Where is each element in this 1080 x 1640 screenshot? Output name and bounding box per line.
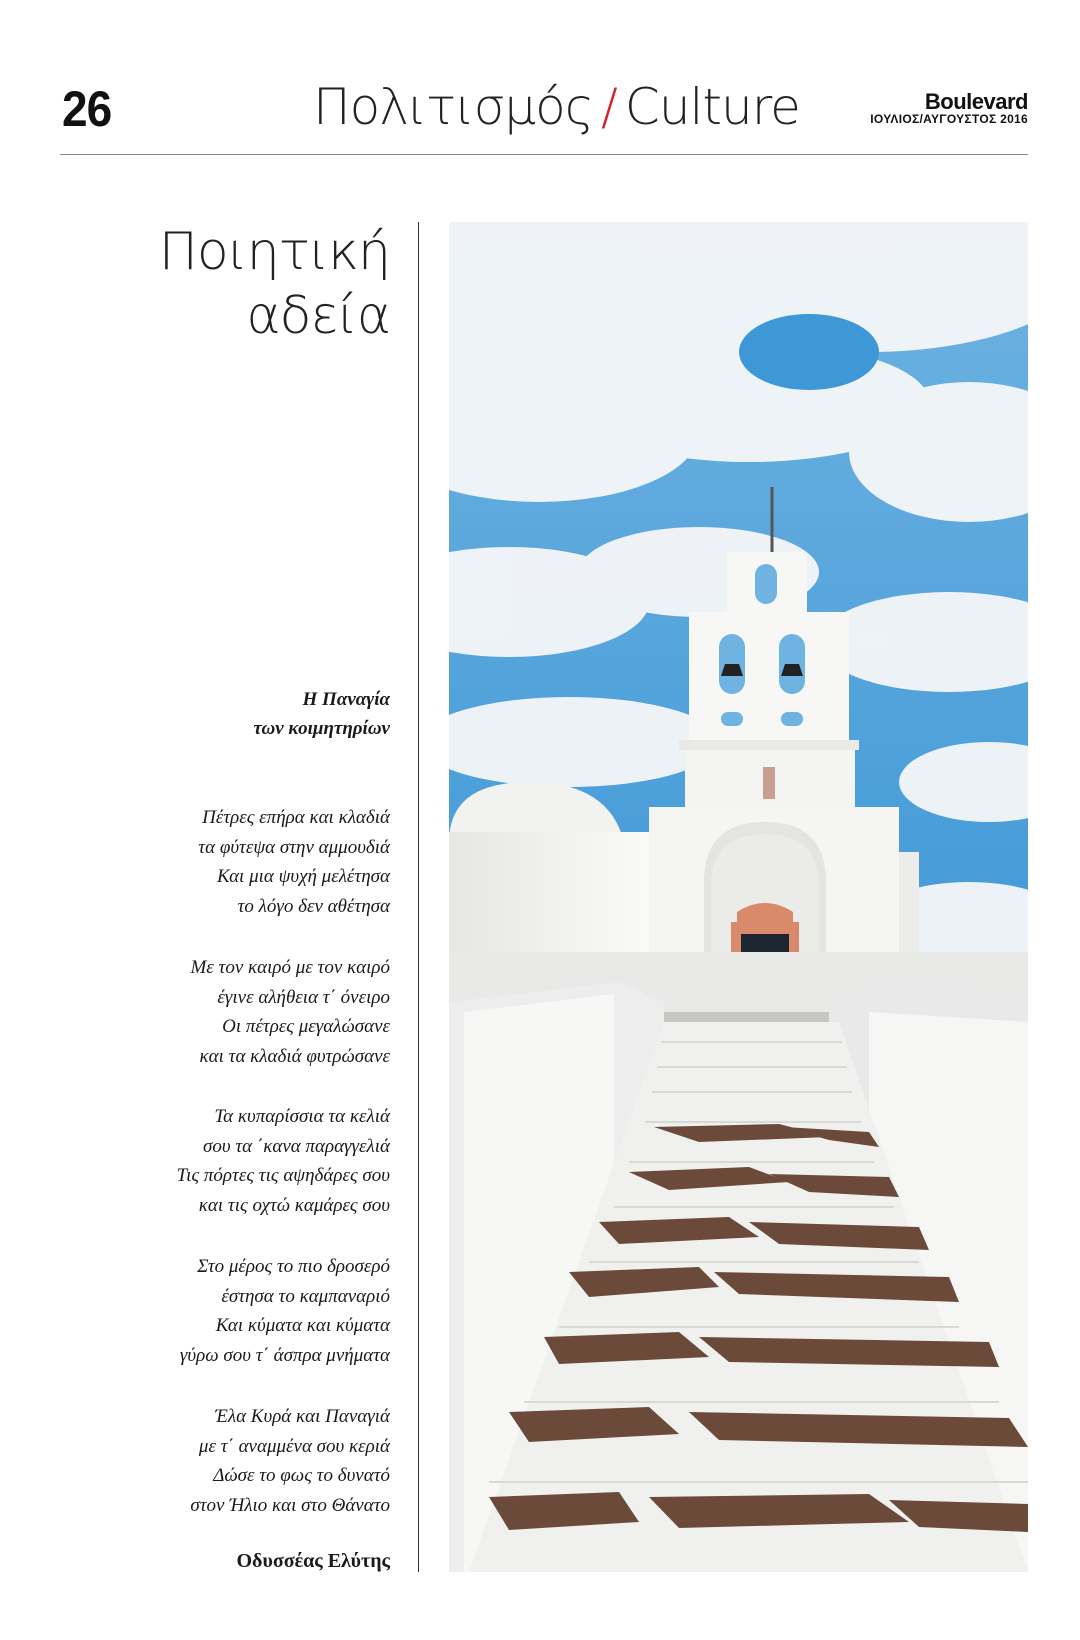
poem-line: στον Ήλιο και στο Θάνατο [190,1494,390,1516]
poem-line: το λόγο δεν αθέτησα [237,895,390,917]
magazine-brand [870,89,1028,126]
poem-author: Οδυσσέας Ελύτης [236,1550,390,1572]
brand-name: Boulevard [924,89,1028,114]
poem-title-line-1: Η Παναγία [302,689,390,710]
church-photo [449,222,1028,1572]
poem-line: και τα κλαδιά φυτρώσανε [199,1045,390,1067]
section-separator: / [601,78,617,136]
church-photo-illustration [449,222,1028,1572]
article-title [100,220,390,348]
poem-line: σου τα ΄κανα παραγγελιά [203,1135,390,1157]
header-divider [60,154,1028,155]
poem-line: Τις πόρτες τις αψηδάρες σου [176,1165,390,1186]
poem-line: με τ΄ αναμμένα σου κεριά [198,1435,390,1457]
poem-line: Στο μέρος το πιο δροσερό [197,1256,390,1277]
page-header [60,70,1028,156]
poem-line: Πέτρες επήρα και κλαδιά [202,807,390,828]
page-number: 26 [62,81,112,137]
poem-line: τα φύτεψα στην αμμουδιά [198,836,390,858]
section-title-greek: Πολιτισμός [313,78,594,136]
poem-title-line-2: των κοιμητηρίων [253,718,390,739]
poem-stanza-2 [60,953,390,1071]
poem-line: Έλα Κυρά και Παναγιά [214,1406,390,1427]
poem-line: έστησα το καμπαναριό [221,1285,390,1307]
issue-date: ΙΟΥΛΙΟΣ/ΑΥΓΟΥΣΤΟΣ 2016 [870,112,1028,126]
poem-stanza-4 [60,1252,390,1370]
poem-title [60,685,390,743]
article-title-line-1: Ποιητική [158,222,390,282]
poem-line: Δώσε το φως το δυνατό [213,1465,390,1486]
poem-stanza-1 [60,803,390,921]
poem-line: Τα κυπαρίσσια τα κελιά [214,1106,390,1127]
sky-patch [739,314,879,390]
poem-line: Με τον καιρό με τον καιρό [190,957,390,978]
section-title-english: Culture [624,78,800,136]
poem-line: Και μια ψυχή μελέτησα [216,866,390,887]
section-title [313,78,800,136]
poem-line: Οι πέτρες μεγαλώσανε [222,1016,390,1037]
poem-line: έγινε αλήθεια τ΄ όνειρο [217,986,390,1008]
article-title-line-2: αδεία [246,286,390,346]
poem-line: Και κύματα και κύματα [215,1315,390,1336]
poem-line: και τις οχτώ καμάρες σου [198,1194,390,1216]
poem-line: γύρω σου τ΄ άσπρα μνήματα [179,1344,390,1366]
poem-stanza-5 [60,1402,390,1520]
poem-stanza-3 [60,1102,390,1220]
column-divider [418,222,419,1572]
